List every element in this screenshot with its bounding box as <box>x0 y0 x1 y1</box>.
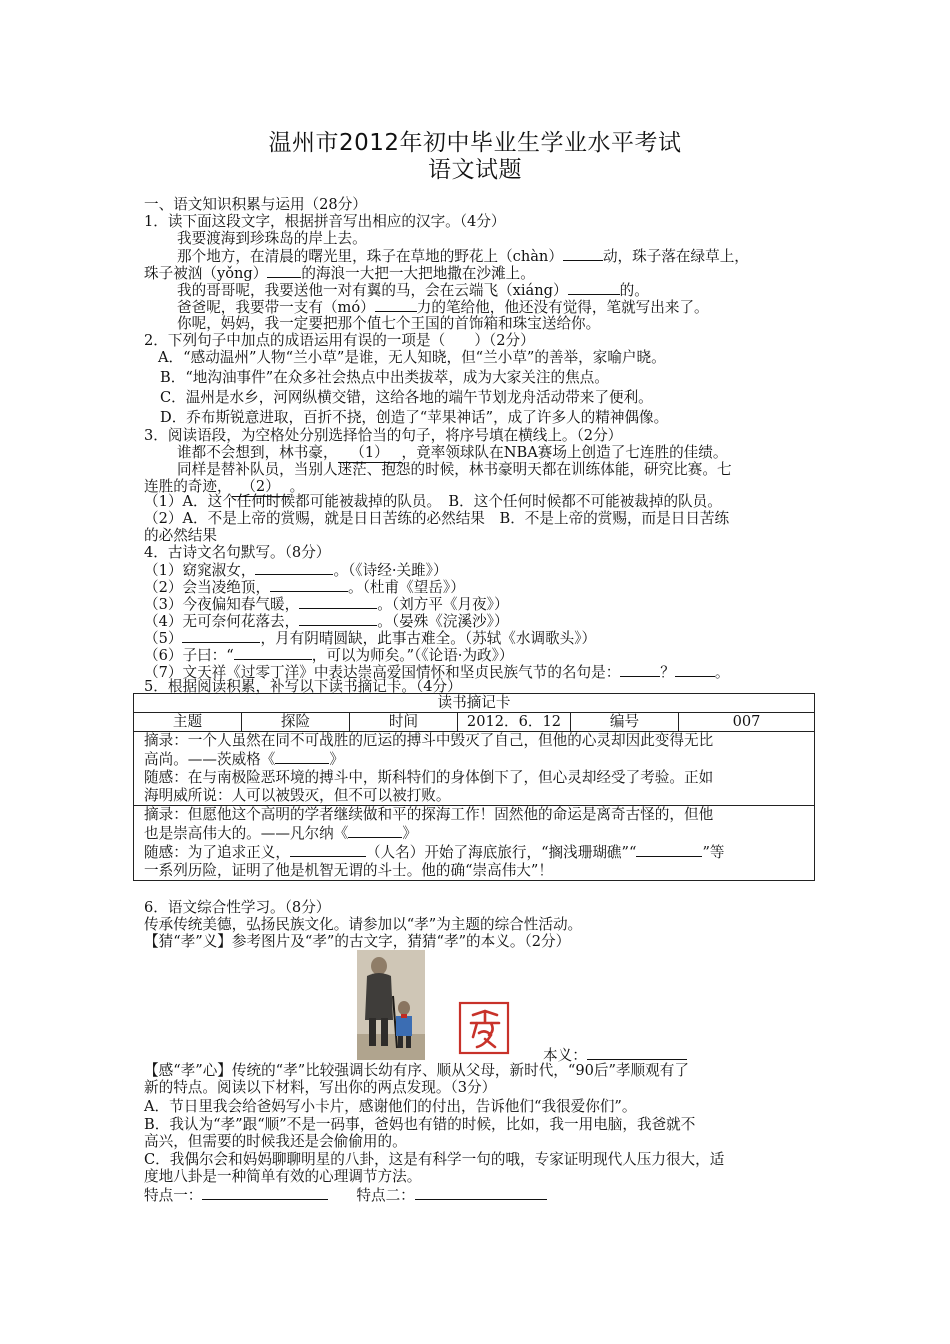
feature-one-label: 特点一： <box>144 1187 203 1204</box>
card-entry-2 <box>134 806 815 881</box>
q1-line: 你呢，妈妈，我一定要把那个值七个王国的首饰箱和珠宝送给你。 <box>177 315 601 332</box>
card-cell: 探险 <box>242 713 350 732</box>
q4-item: （7）文天祥《过零丁洋》中表达崇高爱国情怀和坚贞民族气节的名句是： ？ 。 <box>144 664 730 681</box>
q5-heading: 5．根据阅读积累，补写以下读书摘记卡。（4分） <box>144 678 462 695</box>
exam-title: 温州市2012年初中毕业生学业水平考试 <box>268 130 682 156</box>
q6-heading: 6．语文综合性学习。（8分） <box>144 899 331 916</box>
card-text: 随感：在与南极险恶环境的搏斗中，斯科特们的身体倒下了，但心灵却经受了考验。正如 <box>144 769 714 786</box>
reading-note-card <box>133 693 815 881</box>
q4-item: （4）无可奈何花落去， 。（晏殊《浣溪沙》） <box>144 613 509 630</box>
card-text: 海明威所说：人可以被毁灭，但不可以被打败。 <box>144 787 451 804</box>
q2-option-b[interactable]: B．“地沟油事件”在众多社会热点中出类拔萃，成为大家关注的焦点。 <box>160 369 609 386</box>
q1-heading: 1．读下面这段文字，根据拼音写出相应的汉字。（4分） <box>144 213 506 230</box>
card-cell: 2012．6．12 <box>458 713 571 732</box>
card-text: 摘录：一个人虽然在同不可战胜的厄运的搏斗中毁灭了自己，但他的心灵却因此变得无比 <box>144 732 714 749</box>
answer-blank[interactable] <box>267 264 301 278</box>
q1-text: 我的哥哥呢，我要送他一对有翼的马，会在云端飞（xiáng） <box>177 282 568 299</box>
answer-blank-1[interactable]: （1） <box>338 444 402 463</box>
q6-feel-task: 【感“孝”心】传统的“孝”比较强调长幼有序、顺从父母，新时代，“90后”孝顺观有了 <box>144 1062 689 1079</box>
q6-guess-task: 【猜“孝”义】参考图片及“孝”的古文字，猜猜“孝”的本义。（2分） <box>144 933 571 950</box>
q4-item: （5） ，月有阴晴圆缺，此事古难全。（苏轼《水调歌头》） <box>144 630 597 647</box>
q1-line: 我要渡海到珍珠岛的岸上去。 <box>177 230 367 247</box>
q1-text: 的海浪一大把一大把地撒在沙滩上。 <box>301 265 535 282</box>
q3-passage: 同样是替补队员，当别人迷茫、抱怨的时候，林书豪明天都在训练体能，研究比赛。七 <box>177 461 732 478</box>
answer-blank[interactable] <box>255 561 333 575</box>
grandpa-child-photo <box>357 950 425 1060</box>
card-cell: 007 <box>679 713 815 732</box>
answer-blank[interactable] <box>620 663 660 677</box>
q4-item: （6）子曰：“ ，可以为师矣。”（《论语·为政》） <box>144 647 514 664</box>
q4-item: （1）窈窕淑女， 。（《诗经·关雎》） <box>144 562 448 579</box>
answer-blank[interactable] <box>299 595 377 609</box>
answer-blank-2[interactable]: （2） <box>232 478 290 497</box>
card-meta-row <box>134 713 815 732</box>
q6-material-b-cont: 高兴，但需要的时候我还是会偷偷用的。 <box>144 1133 407 1150</box>
q6-material-c-cont: 度地八卦是一种简单有效的心理调节方法。 <box>144 1168 422 1185</box>
q2-option-a[interactable]: A．“感动温州”人物“兰小草”是谁，无人知晓，但“兰小草”的善举，家喻户晓。 <box>158 349 666 366</box>
card-title: 读书摘记卡 <box>134 694 815 713</box>
card-text: 高尚。——茨威格《 》 <box>144 751 344 768</box>
answer-blank[interactable] <box>290 843 366 857</box>
card-text: 一系列历险，证明了他是机智无谓的斗士。他的确“崇高伟大”！ <box>144 862 553 879</box>
answer-blank[interactable] <box>234 646 312 660</box>
card-cell: 时间 <box>350 713 458 732</box>
q4-item: （2）会当凌绝顶， 。（杜甫《望岳》） <box>144 579 465 596</box>
answer-blank[interactable] <box>182 629 260 643</box>
answer-blank[interactable] <box>568 281 620 295</box>
photo-illustration <box>357 950 425 1060</box>
q1-text: 珠子被汹（yǒng） <box>144 265 268 282</box>
card-entry-1 <box>134 732 815 806</box>
q1-text: 的。 <box>619 282 649 299</box>
q3-options-2: （2）A．不是上帝的赏赐，就是日日苦练的必然结果 B．不是上帝的赏赐，而是日日苦练 <box>144 510 730 527</box>
q6-material-a: A．节日里我会给爸妈写小卡片，感谢他们的付出，告诉他们“我很爱你们”。 <box>144 1098 637 1115</box>
q3-text: 。 <box>289 478 305 495</box>
q3-heading: 3．阅读语段，为空格处分别选择恰当的句子，将序号填在横线上。（2分） <box>144 427 623 444</box>
card-text: 摘录：但愿他这个高明的学者继续做和平的探海工作！固然他的命运是离奇古怪的，但他 <box>144 806 714 823</box>
q3-options-2-cont: 的必然结果 <box>144 527 217 544</box>
card-text: 也是崇高伟大的。——凡尔纳《 》 <box>144 825 417 842</box>
q1-text: 那个地方，在清晨的曙光里，珠子在草地的野花上（chàn） <box>177 248 563 265</box>
section-heading: 一、语文知识积累与运用（28分） <box>144 196 367 213</box>
q2-option-c[interactable]: C．温州是水乡，河网纵横交错，这给各地的端午节划龙舟活动带来了便利。 <box>160 389 653 406</box>
answer-blank[interactable] <box>563 247 603 261</box>
q6-intro: 传承传统美德，弘扬民族文化。请参加以“孝”为主题的综合性活动。 <box>144 916 583 933</box>
answer-blank[interactable] <box>275 750 329 764</box>
card-cell: 主题 <box>134 713 242 732</box>
q6-answer-line <box>144 1186 547 1205</box>
feature-two-blank[interactable] <box>415 1186 547 1200</box>
answer-blank[interactable] <box>675 663 715 677</box>
original-meaning-label: 本义： <box>543 1047 587 1064</box>
card-text: 随感：为了追求正义， （人名）开始了海底旅行，“搁浅珊瑚礁”“ ”等 <box>144 844 725 861</box>
answer-blank[interactable] <box>299 612 377 626</box>
q4-item: （3）今夜偏知春气暖， 。（刘方平《月夜》） <box>144 596 509 613</box>
q6-feel-task-cont: 新的特点。阅读以下材料，写出你的两点发现。（3分） <box>144 1079 497 1096</box>
card-cell: 编号 <box>571 713 679 732</box>
ancient-xiao-character <box>455 997 515 1059</box>
q1-text: 动，珠子落在绿草上， <box>602 248 749 265</box>
q3-options-1: （1）A．这个任何时候都可能被裁掉的队员。 B．这个任何时候都不可能被裁掉的队员。 <box>144 493 722 510</box>
q1-text: 爸爸呢，我要带一支有（mó） <box>177 299 375 316</box>
answer-blank[interactable] <box>636 843 702 857</box>
seal-glyph-icon <box>455 997 515 1059</box>
q3-text: 连胜的奇迹， <box>144 478 232 495</box>
q6-material-b: B．我认为“孝”跟“顺”不是一码事，爸妈也有错的时候，比如，我一用电脑，我爸就不 <box>144 1116 696 1133</box>
q6-material-c: C．我偶尔会和妈妈聊聊明星的八卦，这是有科学一句的哦，专家证明现代人压力很大，适 <box>144 1151 725 1168</box>
answer-blank[interactable] <box>270 578 348 592</box>
exam-subtitle: 语文试题 <box>428 157 522 183</box>
answer-blank[interactable] <box>375 298 417 312</box>
q3-text: 谁都不会想到，林书豪， <box>177 444 338 461</box>
q3-text: ，竟率领球队在NBA赛场上创造了七连胜的佳绩。 <box>401 444 728 461</box>
q2-option-d[interactable]: D．乔布斯锐意进取，百折不挠，创造了“苹果神话”，成了许多人的精神偶像。 <box>160 409 669 426</box>
q2-heading: 2．下列句子中加点的成语运用有误的一项是（ ）（2分） <box>144 332 535 349</box>
feature-two-label: 特点二： <box>356 1187 415 1204</box>
q1-text: 力的笔给他，他还没有觉得，笔就写出来了。 <box>416 299 709 316</box>
q4-heading: 4．古诗文名句默写。（8分） <box>144 544 331 561</box>
answer-blank[interactable] <box>348 824 402 838</box>
feature-one-blank[interactable] <box>202 1186 328 1200</box>
answer-blank[interactable] <box>587 1046 687 1060</box>
